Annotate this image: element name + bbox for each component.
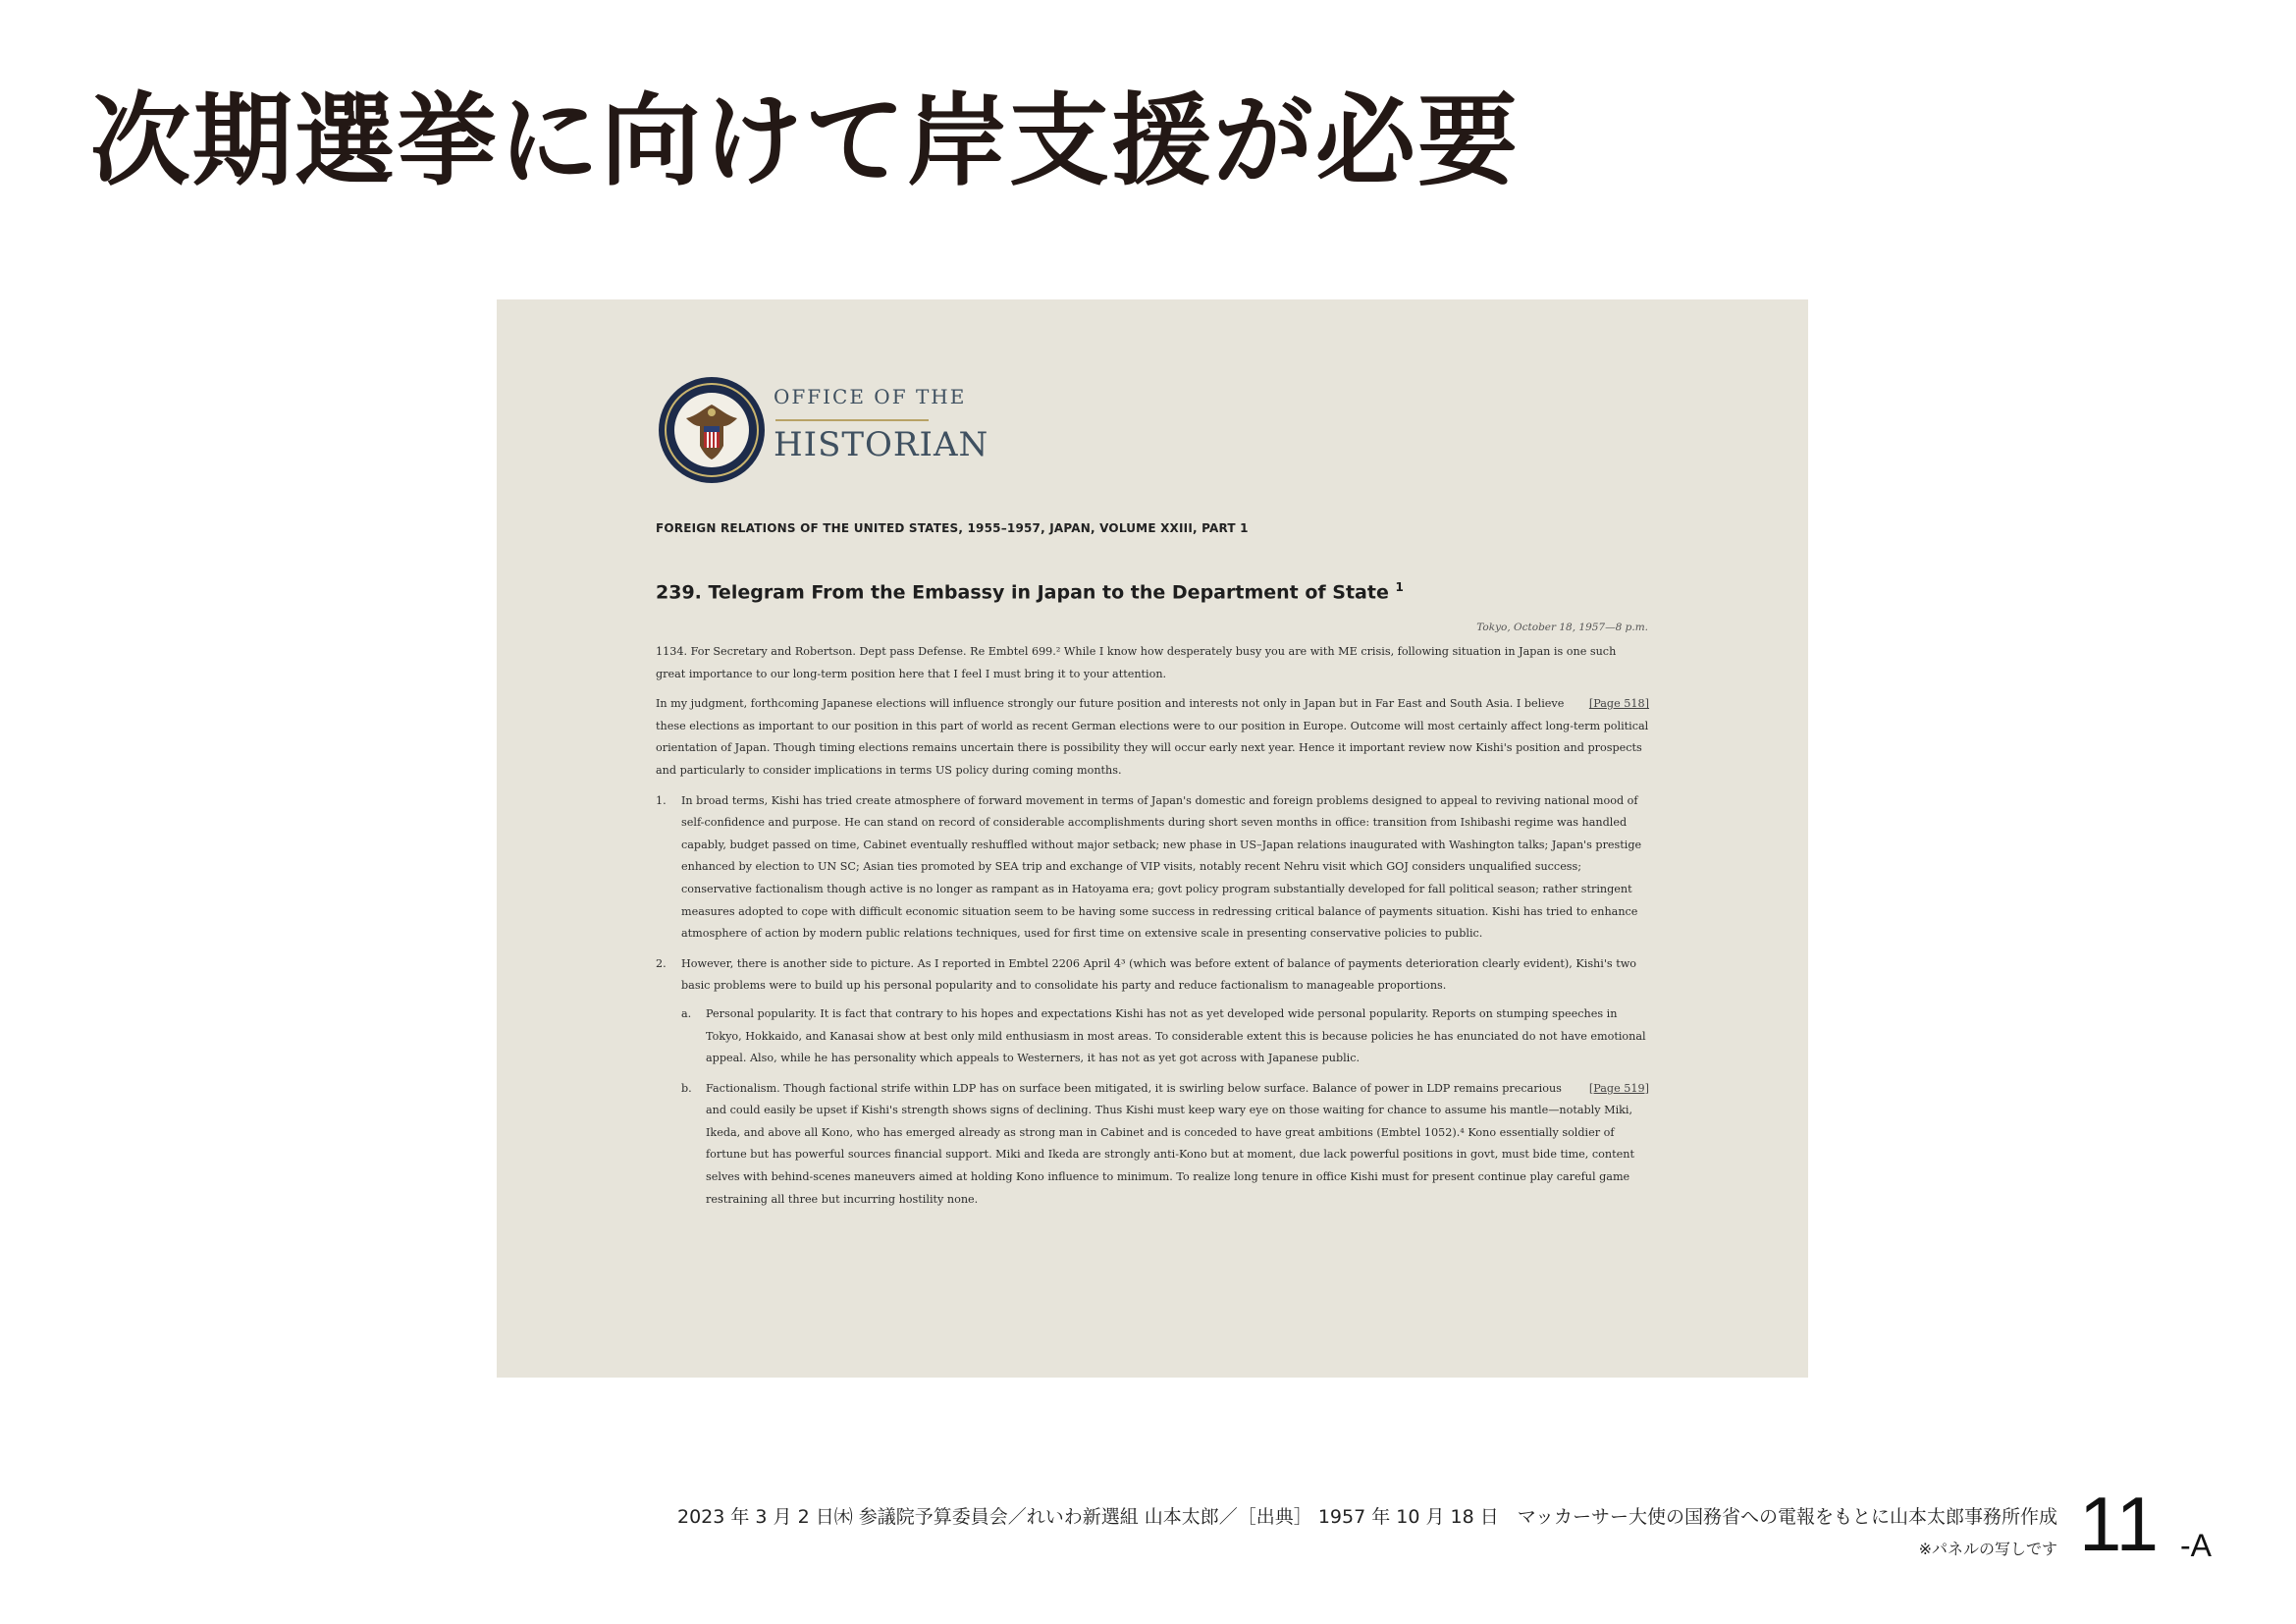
slide-title: 次期選挙に向けて岸支援が必要 bbox=[90, 83, 1520, 200]
document-heading bbox=[656, 580, 1404, 603]
series-title: FOREIGN RELATIONS OF THE UNITED STATES, 1955–1957, JAPAN, VOLUME XXIII, PART 1 bbox=[656, 521, 1249, 535]
sub-item-b-letter: b. bbox=[681, 1081, 692, 1095]
sub-item-b bbox=[681, 1078, 1649, 1212]
list-item-1 bbox=[656, 790, 1649, 946]
document-screenshot bbox=[497, 299, 1808, 1378]
office-of-the-label: OFFICE OF THE bbox=[774, 385, 967, 408]
footer-note: ※パネルの写しです bbox=[1918, 1540, 2057, 1558]
list-item-2-text: However, there is another side to picture. As I reported in Embtel 2206 April 4³ (which was before extent of balance of payments deterioration clearly evident), Kishi's two basic problems were to build up his personal popularity and to consolidate his party and reduce factionalism to manageable proportions. bbox=[681, 956, 1637, 993]
department-of-state-seal-icon bbox=[657, 375, 767, 485]
historian-label: HISTORIAN bbox=[774, 425, 989, 464]
page-number-suffix: -A bbox=[2180, 1528, 2212, 1563]
heading-footnote-link[interactable]: 1 bbox=[1395, 580, 1404, 594]
sub-item-a bbox=[681, 1003, 1649, 1070]
paragraph-1: 1134. For Secretary and Robertson. Dept pass Defense. Re Embtel 699.² While I know how desperately busy you are with ME crisis, following situation in Japan is one such great importance to our long-term position here that I feel I must bring it to your attention. bbox=[656, 645, 1617, 680]
list-item-2-number: 2. bbox=[656, 956, 667, 970]
sub-item-a-text: Personal popularity. It is fact that contrary to his hopes and expectations Kishi has not as yet developed wide personal popularity. Reports on stumping speeches in Tokyo, Hokkaido, and Kanasai show at best only mild enthusiasm in most areas. To considerable extent this is because policies he has enunciated do not have emotional appeal. Also, while he has personality which appeals to Westerners, it has not as yet got across with Japanese public. bbox=[706, 1006, 1646, 1065]
paragraph-2-text: In my judgment, forthcoming Japanese elections will influence strongly our future position and interests not only in Japan but in Far East and South Asia. I believe these elections as important to our position in this part of world as recent German elections were to our position in Europe. Outcome will most certainly affect long-term political orientation of Japan. Though timing elections remains uncertain there is possibility they will occur early next year. Hence it important review now Kishi's position and prospects and particularly to consider implications in terms US policy during coming months. bbox=[656, 697, 1649, 777]
footer-credit: 2023 年 3 月 2 日㈭ 参議院予算委員会／れいわ新選組 山本太郎／［出典］ 1957 年 10 月 18 日 マッカーサー大使の国務省への電報をもとに山本太郎事務所作成 bbox=[677, 1506, 2057, 1528]
sub-item-a-letter: a. bbox=[681, 1006, 692, 1020]
logo-divider bbox=[775, 419, 929, 421]
dateline: Tokyo, October 18, 1957—8 p.m. bbox=[1476, 622, 1648, 633]
page-ref-518[interactable]: [Page 518] bbox=[1588, 697, 1649, 711]
list-item-2 bbox=[656, 953, 1649, 1212]
telegram-body bbox=[656, 641, 1649, 1218]
list-item-1-number: 1. bbox=[656, 793, 667, 807]
list-item-1-text: In broad terms, Kishi has tried create atmosphere of forward movement in terms of Japan's domestic and foreign problems designed to appeal to reviving national mood of self-confidence and purpose. He can stand on record of considerable accomplishments during short seven months in office: transition from Ishibashi regime was handled capably, budget passed on time, Cabinet eventually reshuffled without major setback; new phase in US–Japan relations inaugurated with Washington talks; Japan's prestige enhanced by election to UN SC; Asian ties promoted by SEA trip and exchange of VIP visits, notably recent Nehru visit which GOJ considers unqualified success; conservative factionalism though active is no longer as rampant as in Hatoyama era; govt policy program substantially developed for fall political season; rather stringent measures adopted to cope with difficult economic situation seem to be having some success in redressing critical balance of payments situation. Kishi has tried to enhance atmosphere of action by modern public relations techniques, used for first time on extensive scale in presenting conservative policies to public. bbox=[681, 793, 1642, 941]
page-ref-519[interactable]: [Page 519] bbox=[1588, 1081, 1649, 1095]
sub-item-b-text: Factionalism. Though factional strife within LDP has on surface been mitigated, it is swirling below surface. Balance of power in LDP remains precarious and could easily be upset if Kishi's strength shows signs of declining. Thus Kishi must keep wary eye on those waiting for chance to assume his mantle—notably Miki, Ikeda, and above all Kono, who has emerged already as strong man in Cabinet and is conceded to have great ambitions (Embtel 1052).⁴ Kono essentially soldier of fortune but has powerful sources financial support. Miki and Ikeda are strongly anti-Kono but at moment, due lack powerful positions in govt, must bide time, content selves with behind-scenes maneuvers aimed at holding Kono influence to minimum. To realize long tenure in office Kishi must for present continue play careful game restraining all three but incurring hostility none. bbox=[706, 1081, 1634, 1206]
page-number: 11 bbox=[2079, 1481, 2159, 1567]
paragraph-2 bbox=[656, 693, 1649, 782]
heading-text: 239. Telegram From the Embassy in Japan to the Department of State bbox=[656, 581, 1389, 604]
